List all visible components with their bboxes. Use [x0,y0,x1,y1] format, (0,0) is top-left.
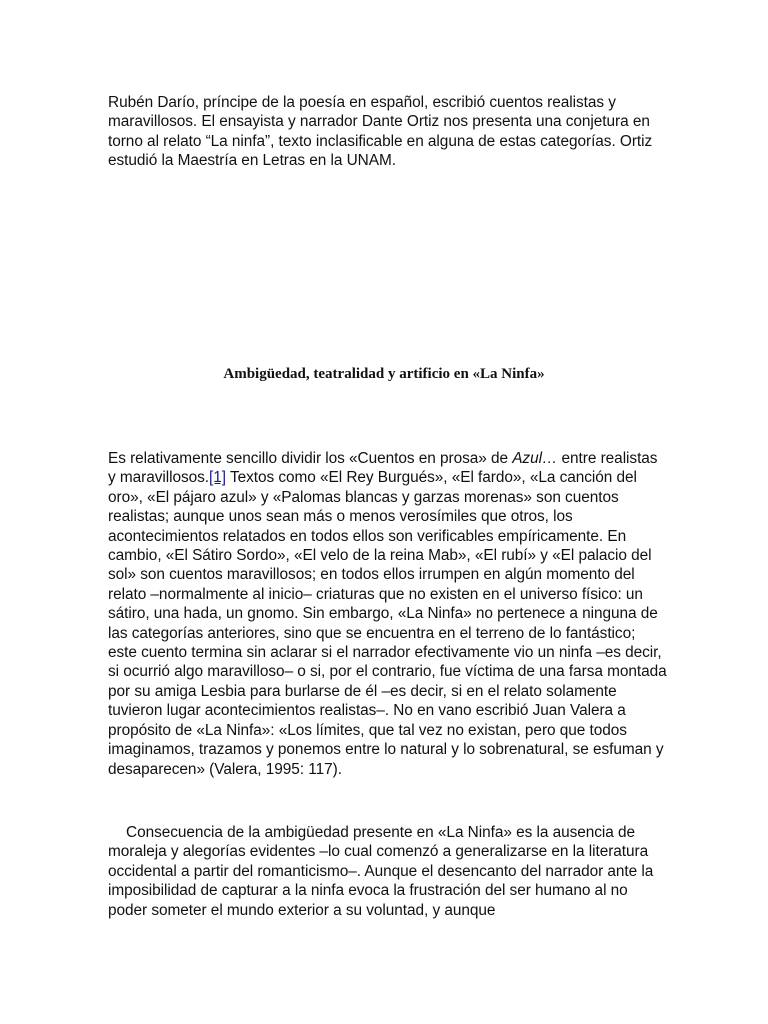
footnote-link[interactable]: [1] [209,469,226,487]
body-paragraph-1-text-b: entre realistas y maravillosos. [108,450,658,487]
body-paragraph-1-text-c: Textos como «El Rey Burgués», «El fardo», «La canción del oro», «El pájaro azul» y «Palomas blancas y garzas morenas» son cuentos realistas; aunque unos sean más o menos verosímiles que otros, los acontecimientos relatados en todos ellos son verificables empíricamente. En cambio, «El Sátiro Sordo», «El velo de la reina Mab», «El rubí» y «El palacio del sol» son cuentos maravillosos; en todos ellos irrumpen en algún momento del relato –normalmente al inicio– criaturas que no existen en el universo físico: un sátiro, una hada, un gnomo. Sin embargo, «La Ninfa» no pertenece a ninguna de las categorías anteriores, sino que se encuentra en el terreno de lo fantástico; este cuento termina sin aclarar si el narrador efectivamente vio un ninfa –es decir, si ocurrió algo maravilloso– o si, por el contrario, fue víctima de una farsa montada por su amiga Lesbia para burlarse de él –es decir, si en el relato solamente tuvieron lugar acontecimientos realistas–. No en vano escribió Juan Valera a propósito de «La Ninfa»: «Los límites, que tal vez no existan, pero que todos imaginamos, trazamos y ponemos entre lo natural y lo sobrenatural, se esfuman y desaparecen» (Valera, 1995: 117). [108,469,667,778]
intro-paragraph: Rubén Darío, príncipe de la poesía en español, escribió cuentos realistas y maravillosos. El ensayista y narrador Dante Ortiz nos presenta una conjetura en torno al relato “La ninfa”, texto inclasificable en alguna de estas categorías. Ortiz estudió la Maestría en Letras en la UNAM. [108,94,653,170]
book-title-azul: Azul… [512,450,558,467]
article-title: Ambigüedad, teatralidad y artificio en «La Ninfa» [223,366,545,382]
body-paragraph-2: Consecuencia de la ambigüedad presente en «La Ninfa» es la ausencia de moraleja y alegorías evidentes –lo cual comenzó a generalizarse en la literatura occidental a partir del romanticismo–. Aunque el desencanto del narrador ante la imposibilidad de capturar a la ninfa evoca la frustración del ser humano al no poder someter el mundo exterior a su voluntad, y aunque [108,824,654,919]
body-paragraph-1 [108,449,668,779]
body-paragraph-1-text-a: Es relativamente sencillo dividir los «Cuentos en prosa» de [108,450,513,467]
